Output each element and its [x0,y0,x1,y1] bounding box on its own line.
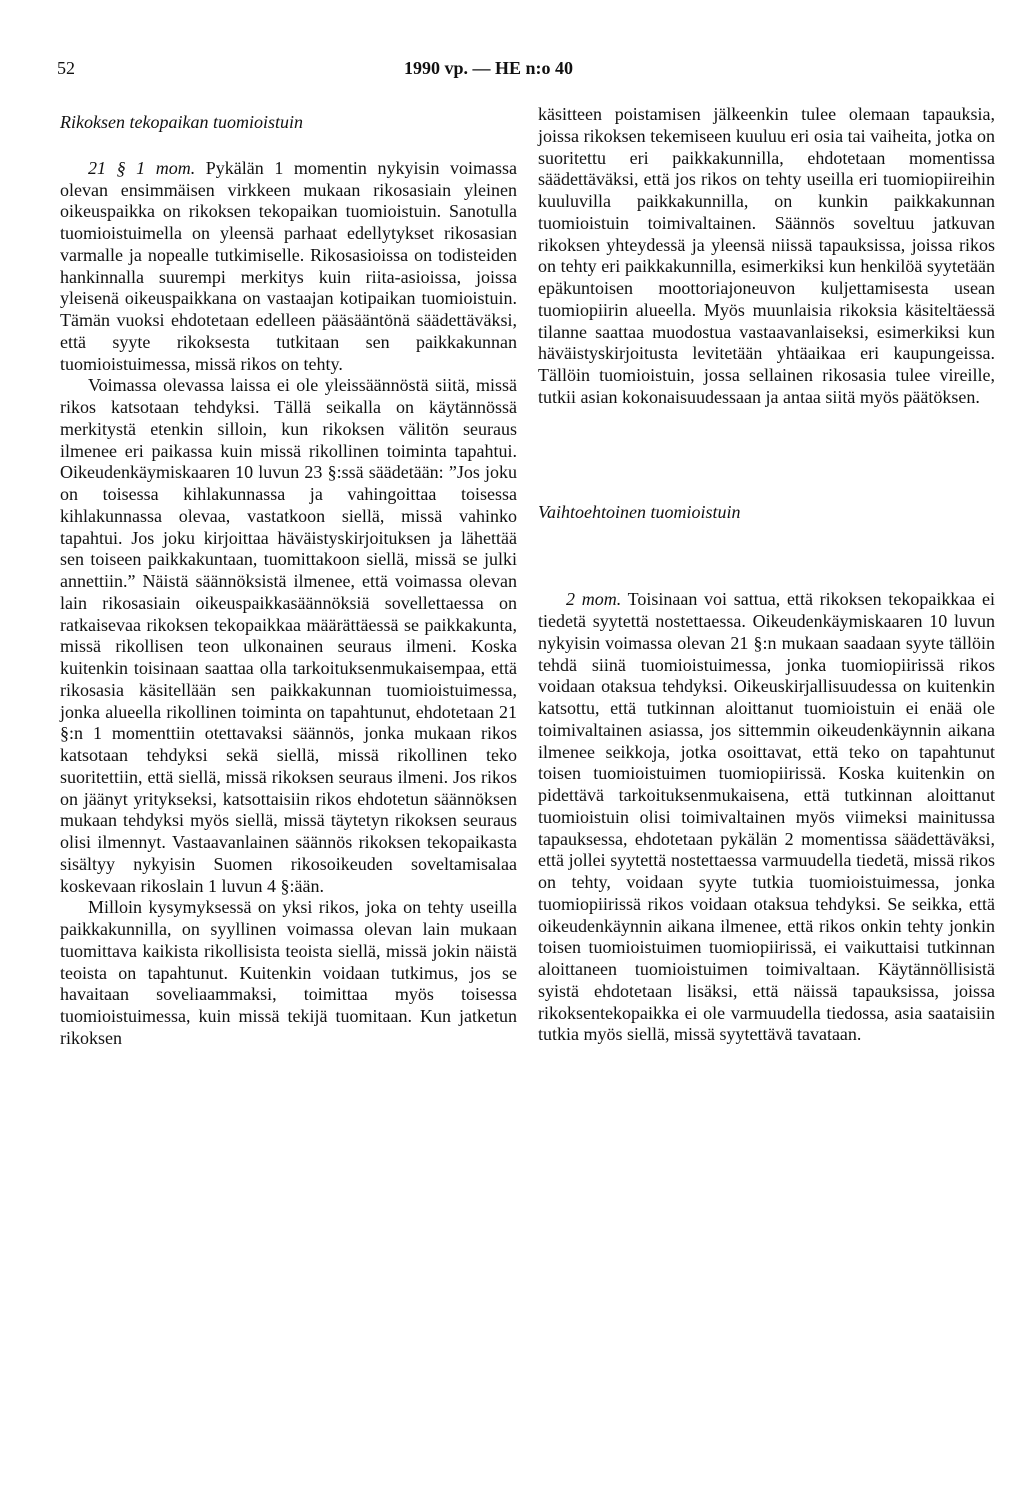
paragraph-label: 2 mom. [566,589,622,610]
page-number: 52 [57,58,75,78]
left-column [60,104,517,1050]
paragraph-continuation: käsitteen poistamisen jälkeenkin tulee olemaan tapauksia, joissa rikoksen tekemiseen kuuluu eri osia tai vaiheita, jotka on suoritettu eri paikkakunnilla, ehdotetaan momentissa säädettäväksi, että jos rikos on tehty useilla eri tuomiopiireihin kuuluvilla paikkakunnilla, on kunkin paikkakunnan tuomioistuin toimivaltainen. Säännös soveltuu jatkuvan rikoksen yhteydessä ja yleensä niissä tapauksissa, joissa rikos on tehty eri paikkakunnilla, esimerkiksi kun henkilöä syytetään epäkuntoisen moottoriajoneuvon kuljettamisesta usean tuomiopiirin alueella. Myös muunlaisia rikoksia käsiteltäessä tilanne saattaa muodostua vastaavanlaiseksi, esimerkiksi kun häväistyskirjoitusta levitetään yhtäaikaa eri kaupungeissa. Tällöin tuomioistuin, jossa sellainen rikosasia tulee vireille, tutkii asian kokonaisuudessaan ja antaa siitä myös päätöksen. [538,104,995,407]
paragraph-label: 21 § 1 mom. [88,157,196,178]
section-heading-tekopaikka: Rikoksen tekopaikan tuomioistuin [60,112,303,132]
section-heading-vaihtoehtoinen: Vaihtoehtoinen tuomioistuin [538,501,741,522]
right-column [538,104,995,1046]
paragraph-text: Pykälän 1 momentin nykyisin voimassa olevan ensimmäisen virkkeen mukaan rikosasiain yleinen oikeuspaikka on rikoksen tekopaikan tuomioistuin. Sanotulla tuomioistuimella on yleensä parhaat edellytykset rikosasian varmalle ja nopealle tutkimiselle. Rikosasioissa on todisteiden hankinnalla suurempi merkitys kuin riita-asioissa, joissa yleisenä oikeuspaikkana on vastaajan kotipaikan tuomioistuin. Tämän vuoksi ehdotetaan edelleen pääsääntönä säädettäväksi, että syyte rikoksesta tutkitaan sen paikkakunnan tuomioistuimessa, missä rikos on tehty. [60,157,518,374]
section-spacer [538,409,995,502]
paragraph-yleissaannos: Voimassa olevassa laissa ei ole yleissäännöstä siitä, missä rikos katsotaan tehdyksi. Tällä seikalla on käytännössä merkitystä etenkin silloin, kun rikoksen välitön seuraus ilmenee eri paikassa kuin missä rikollinen toiminta tapahtui. Oikeudenkäymiskaaren 10 luvun 23 §:ssä säädetään: ”Jos joku on toisessa kihlakunnassa ja vahingoittaa toisessa kihlakunnassa olevaa, vastatkoon siellä, missä vahinko tapahtui. Jos joku kirjoittaa häväistyskirjoituksen ja lähettää sen toiseen paikkakuntaan, tuomittakoon siellä, missä se julki annettiin.” Näistä säännöksistä ilmenee, että voimassa olevan lain rikosasiain oikeuspaikkasäännöksiä sovellettaessa on ratkaisevaa rikoksen tekopaikkaa määrättäessä se paikkakunta, missä rikollisen teon ulkonainen seuraus ilmeni. Koska kuitenkin toisinaan saattaa olla tarkoituksenmukaisempaa, että rikosasia käsitellään sen paikkakunnan tuomioistuimessa, jonka alueella rikollinen toiminta on tapahtunut, ehdotetaan 21 §:n 1 momenttiin otettavaksi säännös, jonka mukaan rikos katsotaan tehdyksi sekä siellä, missä rikollinen teko suoritettiin, että siellä, missä rikoksen seuraus ilmeni. Jos rikos on jäänyt yritykseksi, katsottaisiin rikos ehdotetun säännöksen mukaan tehdyksi myös siellä, missä täytetyn rikoksen seuraus olisi ilmennyt. Vastaavanlainen säännös rikoksen tekopaikasta sisältyy nykyisin Suomen rikosoikeuden soveltamisalaa koskevaan rikoslain 1 luvun 4 §:ään. [60,375,517,896]
paragraph-21-1-mom [60,158,517,376]
paragraph-text: Toisinaan voi sattua, että rikoksen tekopaikkaa ei tiedetä syytettä nostettaessa. Oikeudenkäymiskaaren 10 luvun nykyisin voimassa olevan 21 §:n mukaan saadaan syyte tällöin tehdä siinä tuomioistuimessa, jonka tuomiopiirissä rikos voidaan otaksua tehdyksi. Oikeuskirjallisuudessa on kuitenkin katsottu, että tutkinnan aloittanut tuomioistuin ei enää ole toimivaltainen asiassa, jos sittemmin oikeudenkäynnin aikana ilmenee seikkoja, jotka osoittavat, että teko on tapahtunut toisen tuomioistuimen tuomiopiirissä. Koska kuitenkin on pidettävä tarkoituksenmukaisena, että tutkinnan aloittanut tuomioistuin olisi toimivaltainen myös viimeksi mainitussa tapauksessa, ehdotetaan pykälän 2 momentissa säädettäväksi, että jollei syytettä nostettaessa varmuudella tiedetä, missä rikos on tehty, voidaan syyte tutkia tuomioistuimessa, jonka tuomiopiirissä rikos voidaan otaksua tehdyksi. Se seikka, että oikeudenkäynnin aikana ilmenee, että rikos onkin tehty jonkin toisen tuomioistuimen tuomiopiirissä, ei vaikuttaisi tutkinnan aloittaneen tuomioistuimen toimivaltaan. Käytännöllisistä syistä ehdotetaan lisäksi, että näissä tapauksissa, joissa rikoksentekopaikka ei ole varmuudella tiedossa, asia saataisiin tutkia myös siellä, missä syytettävä tavataan. [538,589,995,1045]
paragraph-yksi-rikos: Milloin kysymyksessä on yksi rikos, joka on tehty useilla paikkakunnilla, on syyllinen voimassa olevan lain mukaan tuomittava kaikista rikollisista teoista siellä, missä jokin näistä teoista on tapahtunut. Kuitenkin voidaan tutkimus, jos se havaitaan soveliaammaksi, toimittaa myös toisessa tuomioistuimessa, kuin missä tekijä tuomitaan. Kun jatketun rikoksen [60,897,517,1048]
paragraph-2-mom [538,589,995,1046]
running-head: 1990 vp. — HE n:o 40 [404,58,574,78]
